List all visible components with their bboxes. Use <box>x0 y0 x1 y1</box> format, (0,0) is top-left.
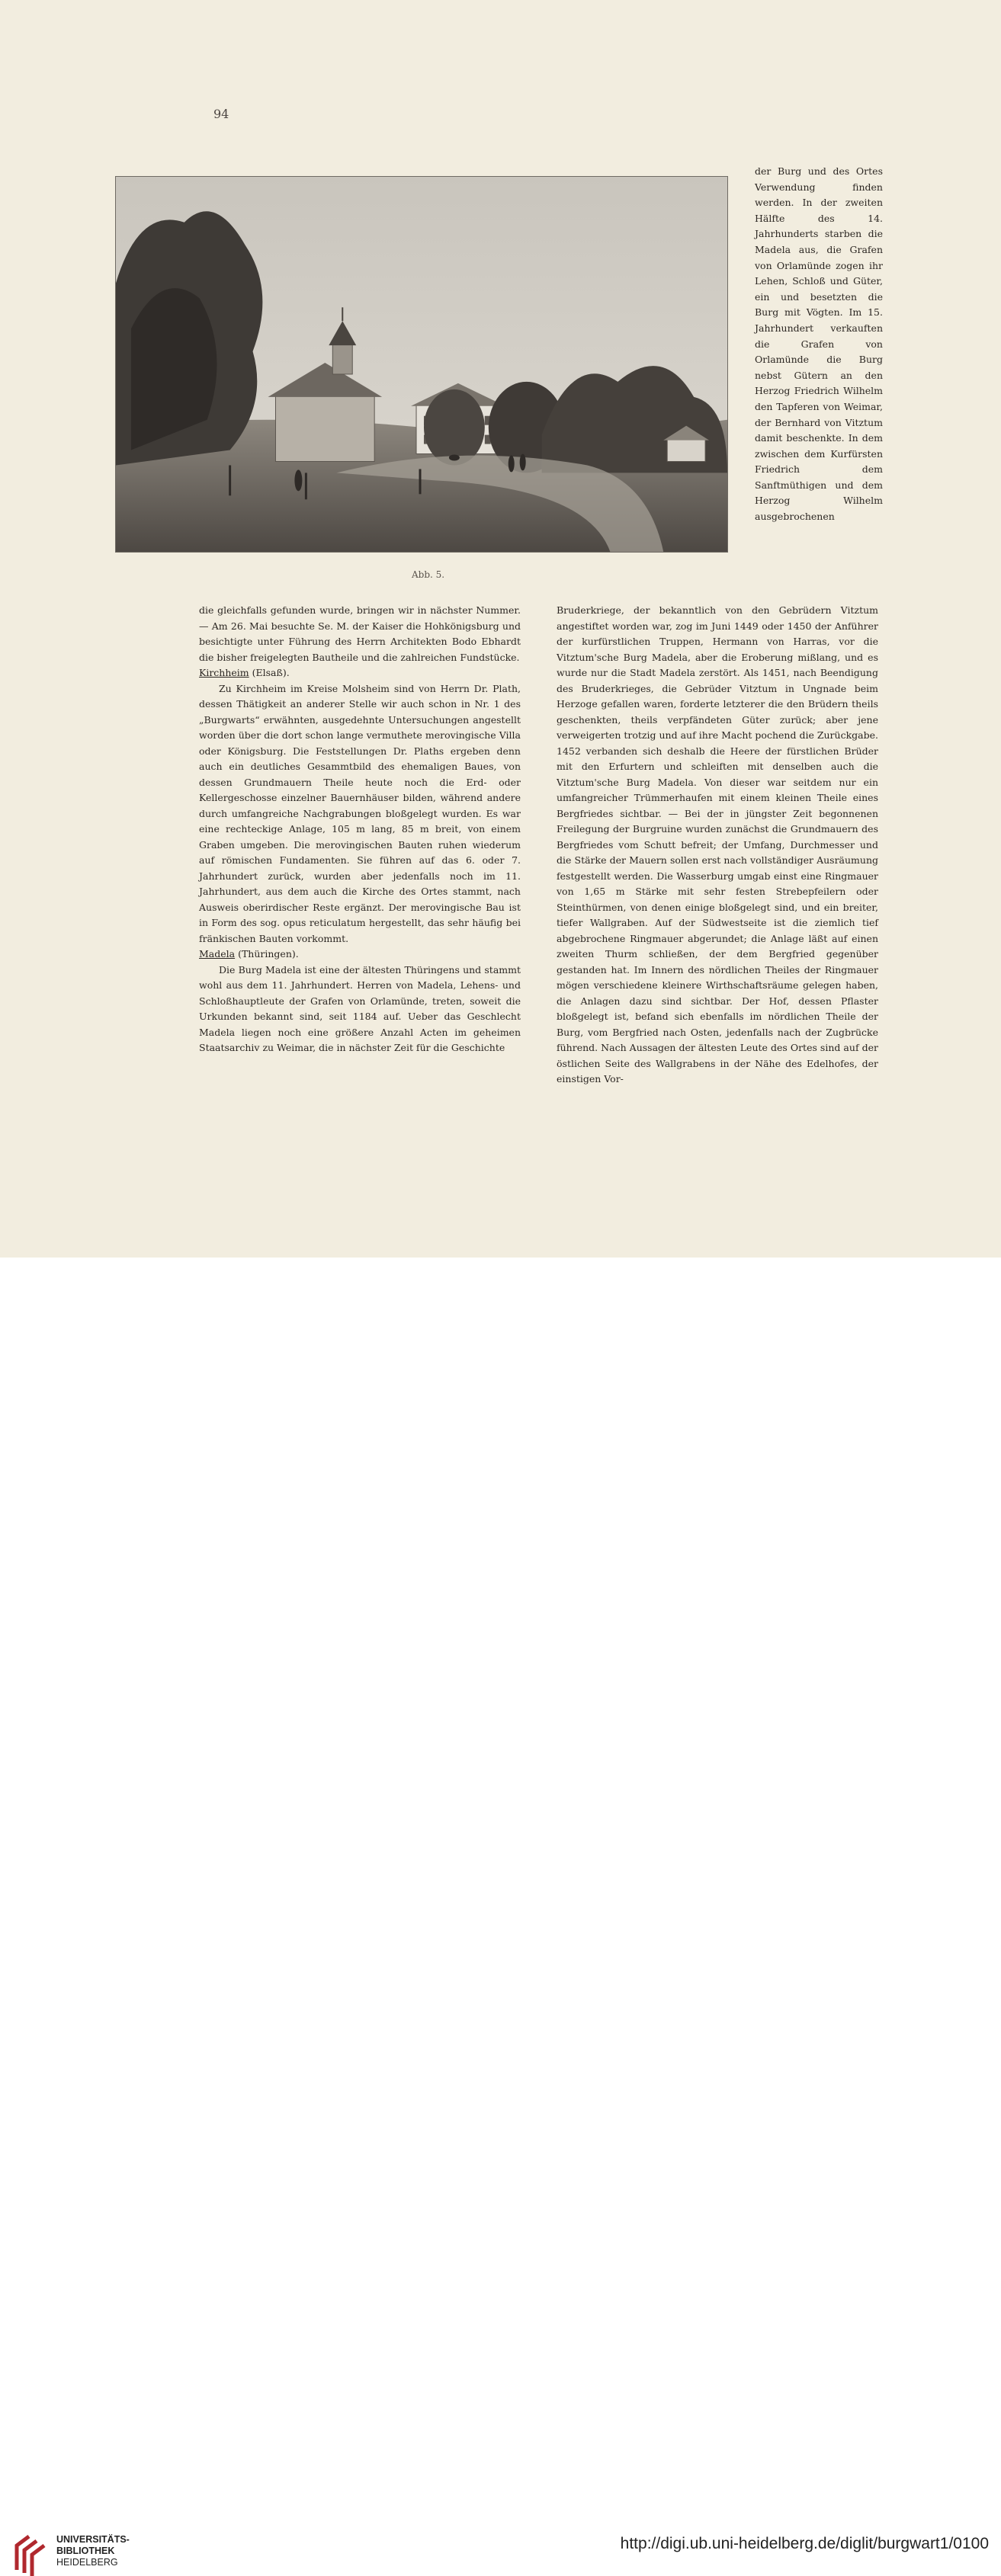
right-column <box>557 603 878 1088</box>
left-column <box>199 603 521 1056</box>
permalink-url[interactable]: http://digi.ub.uni-heidelberg.de/diglit/burgwart1/0100 <box>620 2535 989 2552</box>
heading-kirchheim: Kirchheim <box>199 667 249 678</box>
left-paragraph-1: die gleichfalls gefunden wurde, bringen wir in nächster Nummer. — Am 26. Mai besuchte Se. M. der Kaiser die Hohkönigsburg und besichtigte unter Führung des Herrn Architekten Bodo Ebhardt die bisher freigelegten Bautheile und die zahlreichen Fundstücke. <box>199 604 521 663</box>
heading-madela-region: (Thüringen). <box>235 948 299 960</box>
side-column-text: der Burg und des Ortes Verwendung finden werden. In der zweiten Hälfte des 14. Jahrhunderts starben die Madela aus, die Grafen von Orlamünde zogen ihr Lehen, Schloß und Güter, ein und besetzten die Burg mit Vögten. Im 15. Jahrhundert verkauften die Grafen von Orlamünde die Burg nebst Gütern an den Herzog Friedrich Wilhelm den Tapferen von Weimar, der Bernhard von Vitztum damit beschenkte. In dem zwischen dem Kurfürsten Friedrich dem Sanftmüthigen und dem Herzog Wilhelm ausgebrochenen <box>755 165 883 523</box>
figure-caption: Abb. 5. <box>412 569 445 580</box>
scanned-page <box>0 0 1001 1258</box>
library-name-line-3: HEIDELBERG <box>56 2557 118 2568</box>
heading-madela: Madela <box>199 948 236 960</box>
right-paragraph-1: Bruderkriege, der bekanntlich von den Gebrüdern Vitztum angestiftet worden war, zog im Juni 1449 oder 1450 der Anführer der kurfürstlichen Truppen, Hermann von Harras, vor die Vitztum'sche Burg Madela, aber die Eroberung mißlang, und es wurde nur die Stadt Madela zerstört. Als 1451, nach Beendigung des Bruderkrieges, die Gebrüder Vitztum in Ungnade beim Herzoge gefallen waren, forderte letzterer die den Brüdern theils geschenkten, theils verpfändeten Güter zurück; aber jene verweigerten trotzig und auf ihre Macht pochend die Zurückgabe. 1452 verbanden sich deshalb die Heere der fürstlichen Brüder mit den Erfurtern und schleiften mit denselben auch die Vitztum'sche Burg Madela. Von dieser war seitdem nur ein umfangreicher Trümmerhaufen mit einem kleinen Theile eines Bergfriedes sichtbar. — Bei der in jüngster Zeit begonnenen Freilegung der Burgruine wurden zunächst die Grundmauern des Bergfriedes vom Schutt befreit; der Umfang, Durchmesser und die Stärke der Mauern sollen erst nach vollständiger Ausräumung festgestellt werden. Die Wasserburg umgab einst eine Ringmauer von 1,65 m Stärke mit sehr festen Strebepfeilern oder Steinthürmen, von denen einige bloßgelegt sind, und ein breiter, tiefer Wallgraben. Auf der Südwestseite ist die ziemlich tief abgebrochene Ringmauer abgerundet; die Anlage läßt auf einen zweiten Thurm schließen, der dem Bergfried gegenüber gestanden hat. Im Innern des nördlichen Theiles der Ringmauer mögen verschiedene kleinere Wirthschaftsräume gelegen haben, die Anlagen dazu sind sichtbar. Der Hof, dessen Pflaster bloßgelegt ist, befand sich ebenfalls im nördlichen Theile der Burg, vom Bergfried nach Osten, jedenfalls nach der Zugbrücke führend. Nach Aussagen der ältesten Leute des Ortes sind auf der östlichen Seite des Wallgrabens in der Nähe des Edelhofes, der einstigen Vor- <box>557 604 878 1085</box>
side-column <box>755 164 883 525</box>
section-heading-kirchheim <box>199 665 521 681</box>
left-paragraph-3: Die Burg Madela ist eine der ältesten Thüringens und stammt wohl aus dem 11. Jahrhundert. Herren von Madela, Lehens- und Schloßhauptleute der Grafen von Orlamünde, treten, soweit die Urkunden bekannt sind, seit 1184 auf. Ueber das Geschlecht Madela liegen noch eine größere Anzahl Acten im geheimen Staatsarchiv zu Weimar, die in nächster Zeit für die Geschichte <box>199 963 521 1053</box>
library-name-line-2: BIBLIOTHEK <box>56 2546 115 2556</box>
library-name <box>56 2534 130 2568</box>
page-number: 94 <box>213 107 229 121</box>
illustration-castle-landscape <box>115 176 728 553</box>
engraving-image <box>116 177 727 552</box>
viewer-footer <box>0 1258 1001 2568</box>
section-heading-madela <box>199 947 521 963</box>
left-paragraph-2: Zu Kirchheim im Kreise Molsheim sind von Herrn Dr. Plath, dessen Thätigkeit an anderer Stelle wir auch schon in Nr. 1 des „Burgwarts“ erwähnten, ausgedehnte Untersuchungen angestellt worden über die dort schon lange vermuthete merovingische Villa oder Königsburg. Die Feststellungen Dr. Plaths ergeben denn auch ein deutliches Gesammtbild des ehemaligen Baues, von dessen Grundmauern Theile heute noch die Erd- oder Kellergeschosse einzelner Bauernhäuser bilden, während andere durch umfangreiche Nachgrabungen bloßgelegt wurden. Es war eine rechteckige Anlage, 105 m lang, 85 m breit, von einem Graben umgeben. Die merovingischen Bauten ruhen wiederum auf römischen Fundamenten. Sie führen auf das 6. oder 7. Jahrhundert zurück, wurden aber jedenfalls noch im 11. Jahrhundert, aus dem auch die Kirche des Ortes stammt, nach Ausweis oberirdischer Reste ergänzt. Der merovingische Bau ist in Form des sog. opus reticulatum hergestellt, das sehr häufig bei fränkischen Bauten vorkommt. <box>199 682 521 944</box>
heading-kirchheim-region: (Elsaß). <box>249 667 290 678</box>
library-logo-icon <box>12 2532 49 2576</box>
library-name-line-1: UNIVERSITÄTS- <box>56 2534 130 2545</box>
